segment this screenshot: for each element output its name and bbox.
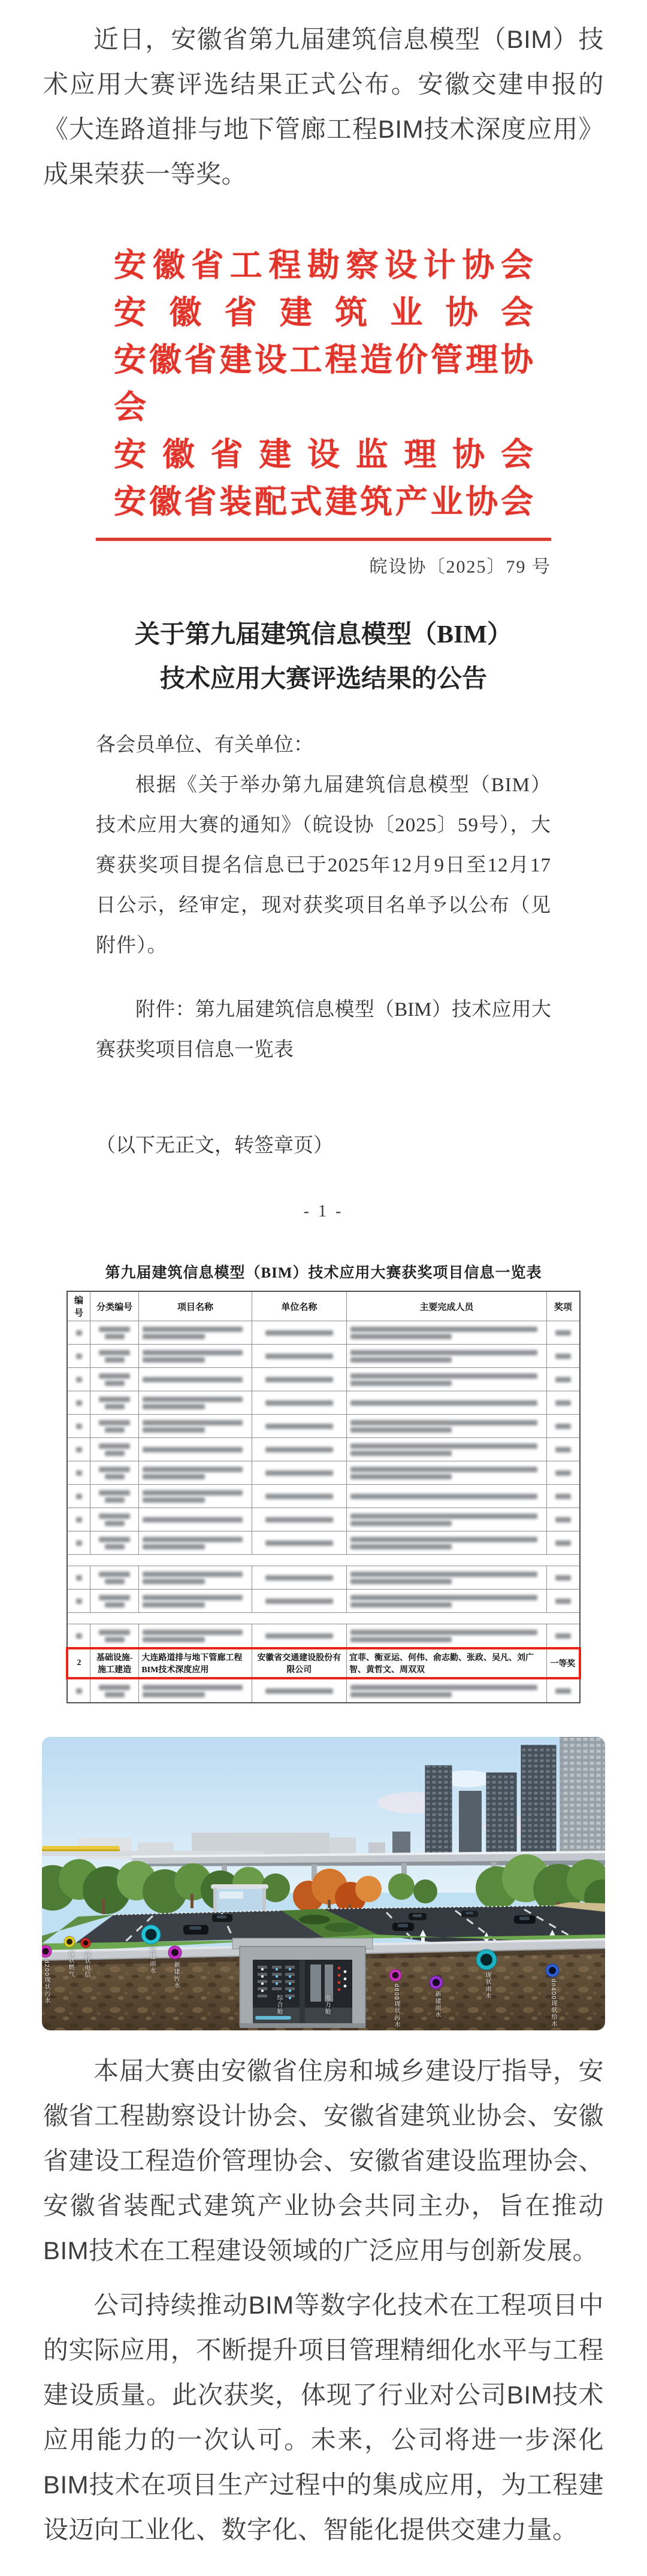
document-footer-note: （以下无正文，转签章页） bbox=[96, 1135, 333, 1157]
association-name: 安徽省装配式建筑产业协会 bbox=[114, 484, 533, 520]
table-row-blurred bbox=[67, 1321, 580, 1345]
pipe-label: 新建雨水 bbox=[149, 1947, 155, 1974]
cell-unit: 安徽省交通建设股份有限公司 bbox=[252, 1648, 346, 1678]
association-name: 安徽省工程勘察设计协会 bbox=[114, 247, 533, 283]
project-render-image[interactable] bbox=[42, 1737, 605, 2030]
award-table bbox=[66, 1291, 581, 1703]
association-name: 安徽省建设监理协会 bbox=[114, 437, 533, 473]
pipe-label: dn400现状给水 bbox=[550, 1979, 557, 2028]
table-row-blurred bbox=[67, 1415, 580, 1438]
pipe-label: 现状雨水 bbox=[484, 1972, 491, 1999]
association-name: 安徽省建设工程造价管理协会 bbox=[114, 342, 533, 425]
organizers-paragraph: 本届大赛由安徽省住房和城乡建设厅指导，安徽省工程勘察设计协会、安徽省建筑业协会、安徽省建设工程造价管理协会、安徽省建设监理协会、安徽省装配式建筑产业协会共同主办，旨在推动BIM技术在工程建设领域的广泛应用与创新发展。 bbox=[43, 2057, 604, 2265]
col-header-team: 主要完成人员 bbox=[347, 1291, 547, 1321]
document-salutation: 各会员单位、有关单位： bbox=[96, 734, 313, 756]
pipe-label: d200现状污水 bbox=[43, 1960, 50, 2005]
table-row-blurred bbox=[67, 1566, 580, 1590]
col-header-unit: 单位名称 bbox=[252, 1291, 346, 1321]
blurred-rows-group1 bbox=[67, 1321, 580, 1555]
tunnel-compartment-label: 综合舱 bbox=[276, 1994, 282, 2015]
table-gap-band bbox=[67, 1613, 580, 1624]
cell-category: 基础设施-施工建造 bbox=[90, 1648, 139, 1678]
pipe-label: 现状电信 bbox=[83, 1951, 90, 1978]
table-row-blurred bbox=[67, 1590, 580, 1613]
table-row-blurred bbox=[67, 1368, 580, 1391]
document-number: 皖设协〔2025〕79 号 bbox=[369, 557, 551, 577]
col-header-project: 项目名称 bbox=[139, 1291, 252, 1321]
highlight-row-group bbox=[67, 1648, 580, 1678]
official-document-scan[interactable] bbox=[96, 242, 551, 1221]
table-row-blurred bbox=[67, 1485, 580, 1508]
pipe-label: 现状燃气 bbox=[67, 1950, 74, 1978]
issuing-associations bbox=[114, 242, 533, 526]
col-header-no: 编号 bbox=[67, 1291, 90, 1321]
cell-award: 一等奖 bbox=[546, 1648, 580, 1678]
cell-project: 大连路道排与地下管廊工程BIM技术深度应用 bbox=[139, 1648, 252, 1678]
blurred-rows-group4 bbox=[67, 1678, 580, 1703]
table-row-blurred bbox=[67, 1531, 580, 1555]
table-header-row bbox=[67, 1291, 580, 1321]
table-row-blurred bbox=[67, 1624, 580, 1649]
pipe-label: 新建污水 bbox=[173, 1961, 179, 1989]
cell-team: 宜菲、衡亚运、何伟、俞志勤、张政、吴凡、刘广智、黄哲文、周双双 bbox=[347, 1648, 547, 1678]
table-row-blurred bbox=[67, 1438, 580, 1461]
blurred-rows-group2 bbox=[67, 1566, 580, 1613]
table-row-blurred bbox=[67, 1508, 580, 1531]
pipe-label: d800现状污水 bbox=[393, 1984, 400, 2029]
blurred-rows-group3 bbox=[67, 1624, 580, 1649]
document-page-number: - 1 - bbox=[303, 1202, 344, 1221]
closing-paragraph: 公司持续推动BIM等数字化技术在工程项目中的实际应用，不断提升项目管理精细化水平与工程建设质量。此次获奖，体现了行业对公司BIM技术应用能力的一次认可。未来，公司将进一步深化BIM技术在项目生产过程中的集成应用，为工程建设迈向工业化、数字化、智能化提供交建力量。 bbox=[43, 2291, 604, 2544]
red-divider-line bbox=[96, 538, 551, 541]
table-row-blurred bbox=[67, 1391, 580, 1415]
table-title: 第九届建筑信息模型（BIM）技术应用大赛获奖项目信息一览表 bbox=[105, 1265, 542, 1281]
col-header-category: 分类编号 bbox=[90, 1291, 139, 1321]
intro-paragraph: 近日，安徽省第九届建筑信息模型（BIM）技术应用大赛评选结果正式公布。安徽交建申报的《大连路道排与地下管廊工程BIM技术深度应用》成果荣获一等奖。 bbox=[43, 25, 604, 188]
billboard bbox=[211, 1884, 268, 1915]
col-header-award: 奖项 bbox=[546, 1291, 580, 1321]
tunnel-compartment-label: 电力舱 bbox=[324, 1994, 330, 2015]
utility-tunnel bbox=[232, 1938, 373, 2028]
awarded-project-row bbox=[67, 1648, 580, 1678]
document-body: 根据《关于举办第九届建筑信息模型（BIM）技术应用大赛的通知》（皖设协〔2025〕59号），大赛获奖项目提名信息已于2025年12月9日至12月17日公示，经审定，现对获奖项目名单予以公布（见附件）。 bbox=[96, 774, 551, 956]
cell-no: 2 bbox=[67, 1648, 90, 1678]
document-title-line1: 关于第九届建筑信息模型（BIM） bbox=[134, 621, 512, 649]
render-scene bbox=[42, 1737, 605, 2030]
table-gap-band bbox=[67, 1555, 580, 1566]
association-name: 安徽省建筑业协会 bbox=[114, 295, 533, 331]
document-attachment: 附件：第九届建筑信息模型（BIM）技术应用大赛获奖项目信息一览表 bbox=[96, 999, 551, 1061]
table-row-blurred bbox=[67, 1461, 580, 1485]
document-title bbox=[96, 613, 551, 701]
award-table-scan[interactable] bbox=[66, 1261, 581, 1703]
table-row-blurred bbox=[67, 1345, 580, 1368]
table-row-blurred bbox=[67, 1678, 580, 1703]
document-title-line2: 技术应用大赛评选结果的公告 bbox=[159, 665, 487, 693]
pipe-label: 新建雨水 bbox=[434, 1991, 440, 2018]
